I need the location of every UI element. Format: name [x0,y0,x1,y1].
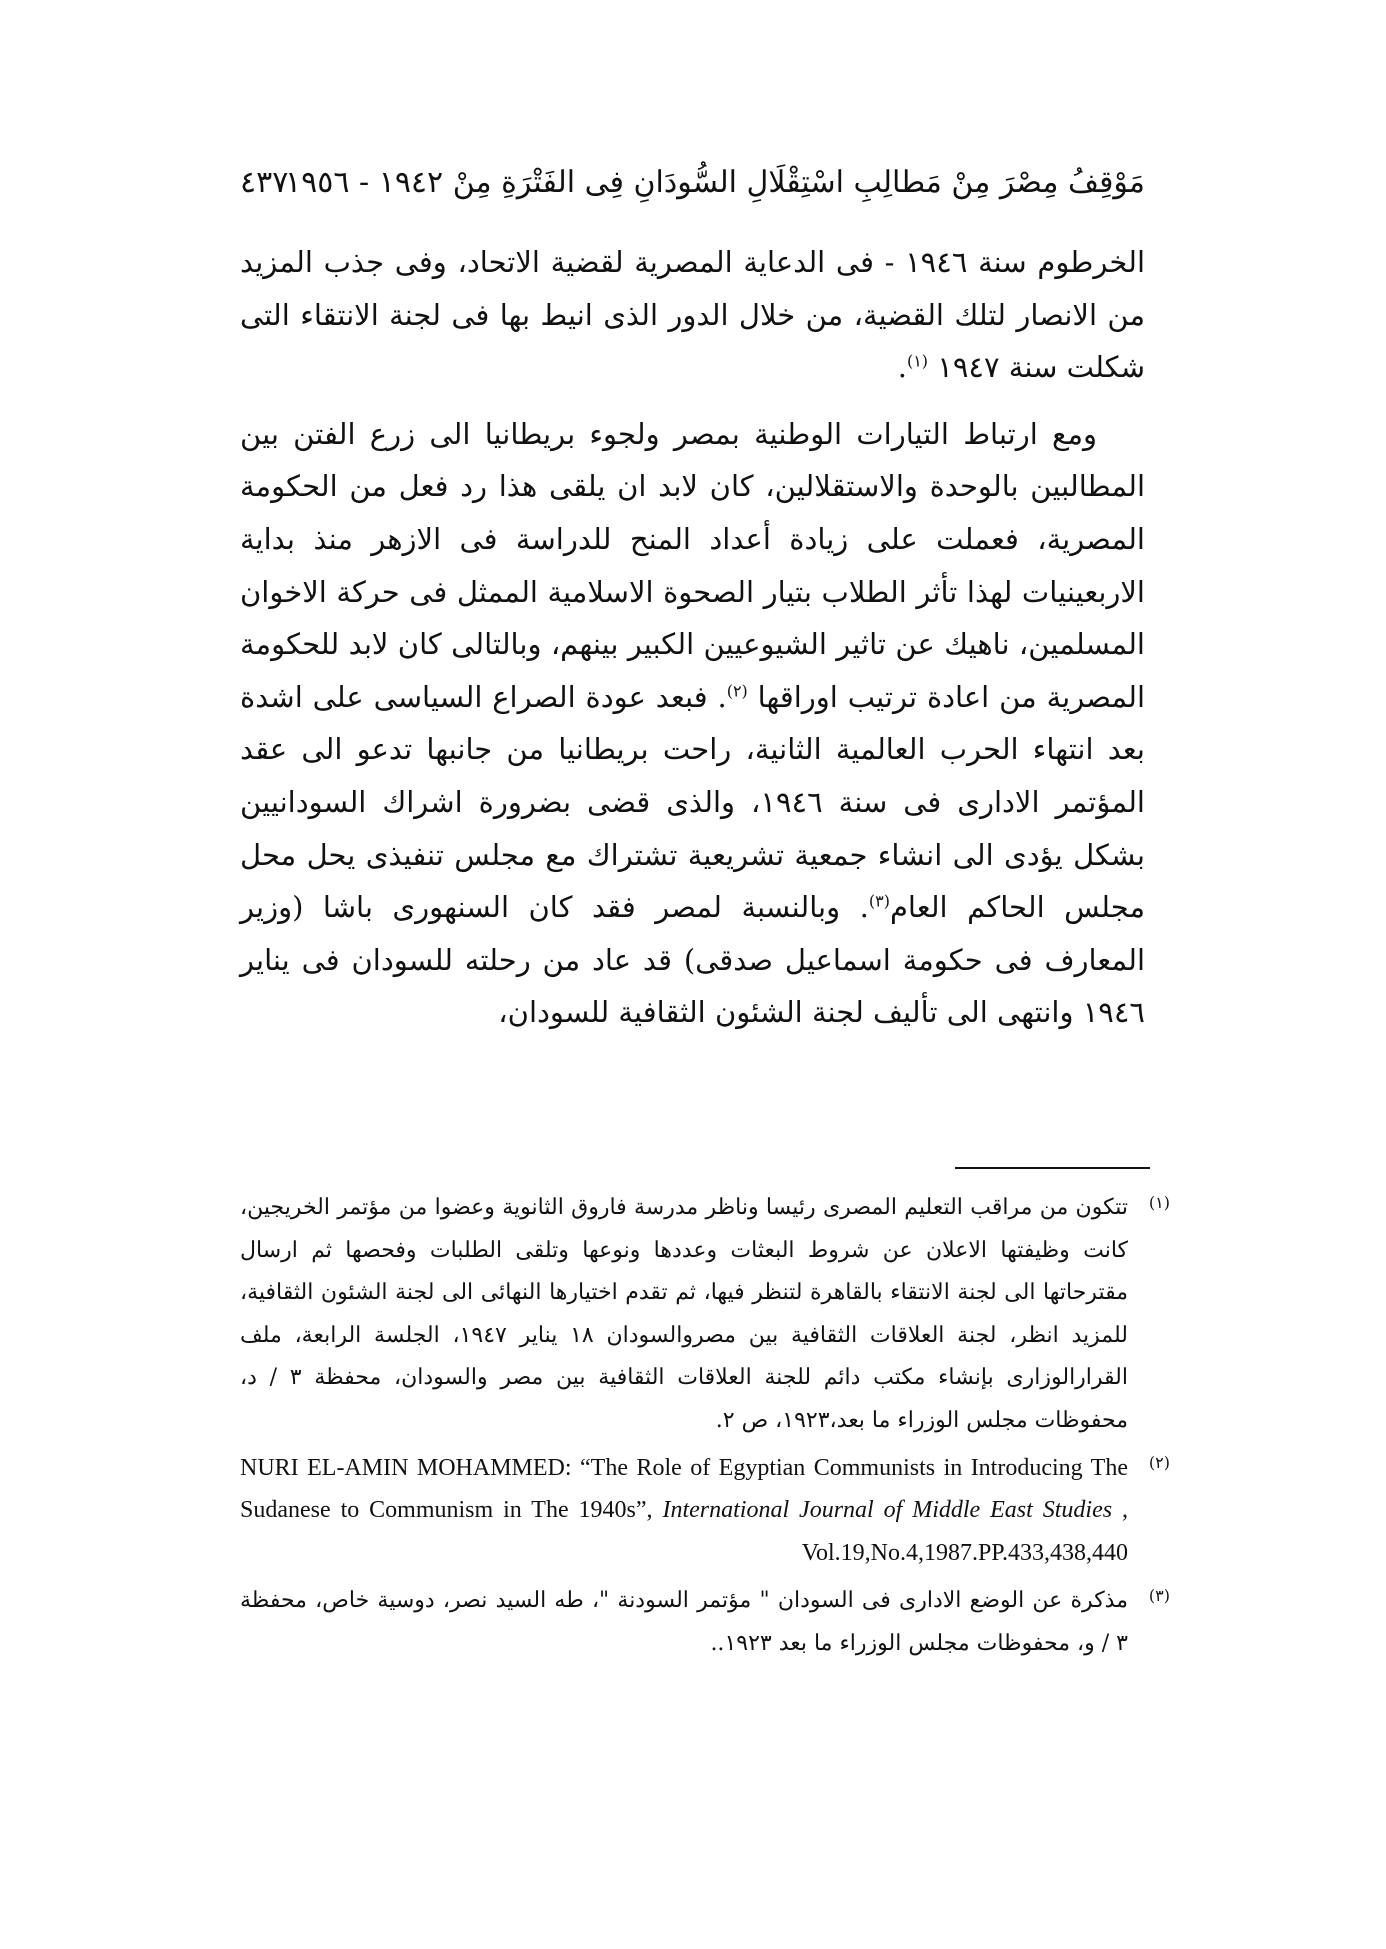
page-number: ٤٣٧ [240,165,289,200]
paragraph-1-end: . [897,350,907,385]
citation-author: NURI EL-AMIN MOHAMMED [240,1454,565,1481]
footnote-text: مذكرة عن الوضع الادارى فى السودان " مؤتمر السودنة "، طه السيد نصر، دوسية خاص، محفظة ٣ / و، محفوظات مجلس الوزراء ما بعد ١٩٢٣.. [240,1588,1128,1656]
footnote-ref-3[interactable]: (٣) [868,891,890,911]
citation-journal: International Journal of Middle East Studies [662,1497,1113,1524]
citation-details: , Vol.19,No.4,1987.PP.433,438,440 [801,1497,1128,1566]
footnote-ref-2[interactable]: (٢) [726,681,748,701]
footnote-marker: (١) [1148,1193,1170,1212]
paragraph-2-part-a: ومع ارتباط التيارات الوطنية بمصر ولجوء بريطانيا الى زرع الفتن بين المطالبين بالوحدة والاستقلالين، كان لابد ان يلقى هذا رد فعل من الحكومة المصرية، فعملت على زيادة أعداد المنح للدراسة فى الازهر منذ بداية الاربعينيات لهذا تأثر الطلاب بتيار الصحوة الاسلامية الممثل فى حركة الاخوان المسلمين، ناهيك عن تاثير الشيوعيين الكبير بينهم، وبالتالى كان لابد للحكومة المصرية من اعادة ترتيب اوراقها [240,416,1146,714]
footnote-1 [240,1187,1170,1443]
paragraph-1-text: الخرطوم سنة ١٩٤٦ - فى الدعاية المصرية لقضية الاتحاد، وفى جذب المزيد من الانصار لتلك القضية، من خلال الدور الذى انيط بها فى لجنة الانتقاء التى شكلت سنة ١٩٤٧ [240,245,1145,385]
main-body-text [240,236,1145,1039]
footnote-marker: (٢) [1148,1452,1170,1472]
footnote-3 [240,1580,1170,1665]
paragraph-2-part-c: . وبالنسبة لمصر فقد كان السنهورى باشا (وزير المعارف فى حكومة اسماعيل صدقى) قد عاد من رحلته للسودان فى يناير ١٩٤٦ وانتهى الى تأليف لجنة الشئون الثقافية للسودان، [240,890,1145,1030]
footnote-ref-1[interactable]: (١) [906,351,929,371]
citation-title: : “The Role of Egyptian Communists in Introducing The Sudanese to Communism in The 1940s”, [240,1454,1128,1524]
footnote-text: تتكون من مراقب التعليم المصرى رئيسا وناظر مدرسة فاروق الثانوية وعضوا من مؤتمر الخريجين، كانت وظيفتها الاعلان عن شروط البعثات وعددها ونوعها وتلقى الطلبات وفحصها ثم ارسال مقترحاتها الى لجنة الانتقاء بالقاهرة لتنظر فيها، ثم تقدم اختيارها النهائى الى لجنة الشئون الثقافية، للمزيد انظر، لجنة العلاقات الثقافية بين مصروالسودان ١٨ يناير ١٩٤٧، الجلسة الرابعة، ملف القرارالوزارى بإنشاء مكتب دائم للجنة العلاقات الثقافية بين مصر والسودان، محفظة ٣ / د، محفوظات مجلس الوزراء ما بعد،١٩٢٣، ص ٢. [240,1195,1129,1433]
paragraph-1 [240,236,1145,394]
paragraph-2 [240,408,1145,1039]
footnote-marker: (٣) [1148,1586,1170,1606]
footnote-2 [240,1447,1170,1575]
footnotes [240,1187,1170,1666]
paragraph-2-part-b: . فبعد عودة الصراع السياسى على اشدة بعد انتهاء الحرب العالمية الثانية، راحت بريطانيا من جانبها تدعو الى عقد المؤتمر الادارى فى سنة ١٩٤٦، والذى قضى بضرورة اشراك السودانيين بشكل يؤدى الى انشاء جمعية تشريعية تشتراك مع مجلس تنفيذى يحل محل مجلس الحاكم العام [240,679,1145,925]
running-header [240,158,1145,208]
footnote-separator [955,1167,1150,1169]
running-title: مَوْقِفُ مِصْرَ مِنْ مَطالِبِ اسْتِقْلَالِ السُّودَانِ فِى الفَتْرَةِ مِنْ ١٩٤٢ - ١٩٥٦ [285,165,1145,200]
footnote-citation [240,1447,1128,1575]
